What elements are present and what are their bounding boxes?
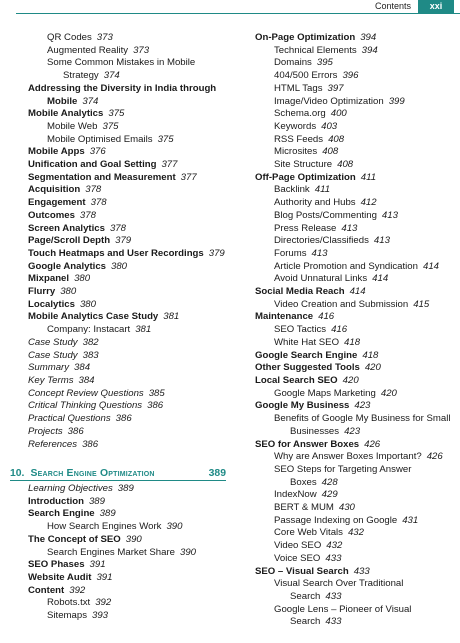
toc-entry — [255, 108, 455, 121]
toc-entry-page: 428 — [321, 476, 338, 488]
toc-entry-page: 433 — [325, 552, 342, 564]
toc-entry — [28, 585, 228, 598]
toc-entry — [28, 426, 228, 439]
toc-entry-title: QR Codes — [47, 32, 92, 43]
toc-entry — [28, 134, 228, 147]
toc-entry — [28, 388, 228, 401]
toc-entry-title: Google Lens – Pioneer of Visual — [274, 603, 412, 615]
chapter-number: 10. — [10, 468, 25, 479]
header-rule — [16, 13, 460, 14]
toc-entry-title: Key Terms — [28, 374, 74, 386]
toc-entry-title: Video SEO — [274, 540, 322, 552]
toc-entry — [255, 426, 455, 439]
toc-entry — [28, 45, 228, 58]
toc-entry — [255, 184, 455, 197]
toc-entry-page: 378 — [85, 184, 102, 196]
toc-entry-page: 389 — [88, 495, 105, 507]
toc-entry — [28, 83, 228, 96]
toc-entry-title: Technical Elements — [274, 44, 357, 56]
toc-entry-page: 386 — [115, 413, 132, 425]
toc-entry-page: 383 — [82, 349, 99, 361]
toc-entry-title: Search Engine — [28, 508, 95, 520]
toc-entry — [28, 324, 228, 337]
toc-entry-title: Schema.org — [274, 108, 326, 120]
toc-entry — [28, 337, 228, 350]
toc-entry-title: Google My Business — [255, 400, 350, 412]
toc-entry-title: Google Search Engine — [255, 349, 358, 361]
toc-entry-page: 376 — [89, 146, 106, 158]
chapter-title: Search Engine Optimization — [30, 468, 155, 479]
toc-entry-title: Core Web Vitals — [274, 527, 343, 539]
toc-entry-page: 414 — [422, 260, 439, 272]
toc-entry — [255, 337, 455, 350]
toc-entry — [255, 223, 455, 236]
toc-entry — [255, 299, 455, 312]
toc-entry-title: Mobile Web — [47, 120, 98, 132]
toc-entry — [28, 286, 228, 299]
toc-entry — [255, 134, 455, 147]
toc-entry-title: Case Study — [28, 349, 78, 361]
toc-entry — [255, 96, 455, 109]
toc-entry-title: IndexNow — [274, 489, 317, 501]
header-label: Contents — [374, 1, 411, 11]
toc-entry-title: Segmentation and Measurement — [28, 171, 176, 183]
toc-entry-title: Site Structure — [274, 159, 333, 171]
toc-entry — [28, 572, 228, 585]
toc-entry-title: Website Audit — [28, 571, 92, 583]
toc-entry — [255, 464, 455, 477]
toc-entry-page: 414 — [372, 273, 389, 285]
toc-entry-page: 412 — [360, 197, 377, 209]
running-header — [0, 0, 460, 14]
toc-entry-title: Engagement — [28, 197, 86, 209]
toc-entry-page: 386 — [67, 425, 84, 437]
toc-entry-page: 432 — [326, 540, 343, 552]
toc-entry-title: Why are Answer Boxes Important? — [274, 451, 422, 463]
toc-entry-page: 414 — [349, 286, 366, 298]
toc-entry-page: 413 — [311, 247, 328, 259]
toc-entry — [255, 121, 455, 134]
toc-entry — [255, 350, 455, 363]
toc-entry-title: Mobile Apps — [28, 146, 85, 158]
toc-entry — [255, 578, 455, 591]
toc-entry-page: 403 — [321, 120, 338, 132]
toc-entry-page: 378 — [109, 222, 126, 234]
toc-entry — [255, 311, 455, 324]
toc-entry-page: 399 — [388, 95, 405, 107]
toc-entry-title: Mobile Analytics — [28, 108, 104, 120]
toc-entry-title: Maintenance — [255, 311, 314, 323]
toc-entry — [255, 70, 455, 83]
toc-entry-title: Press Release — [274, 222, 337, 234]
header-page-number: xxi — [418, 0, 454, 13]
toc-entry-title: Summary — [28, 362, 70, 374]
toc-entry — [28, 350, 228, 363]
toc-entry-page: 413 — [373, 235, 390, 247]
toc-entry — [255, 248, 455, 261]
toc-entry — [255, 400, 455, 413]
toc-entry-title: Authority and Hubs — [274, 197, 356, 209]
toc-entry — [28, 70, 228, 83]
toc-entry-page: 426 — [426, 451, 443, 463]
toc-entry — [255, 375, 455, 388]
toc-entry — [255, 210, 455, 223]
toc-entry — [28, 439, 228, 452]
toc-entry-page: 380 — [79, 298, 96, 310]
toc-entry-title: Mobile Analytics Case Study — [28, 311, 159, 323]
toc-entry-title: Social Media Reach — [255, 286, 345, 298]
toc-entry — [28, 496, 228, 509]
toc-entry — [255, 159, 455, 172]
toc-entry — [28, 235, 228, 248]
toc-entry — [255, 261, 455, 274]
toc-entry — [28, 159, 228, 172]
toc-entry-title: RSS Feeds — [274, 133, 324, 145]
toc-entry — [28, 121, 228, 134]
toc-entry-title: Company: Instacart — [47, 324, 131, 336]
toc-entry-title: Search — [290, 616, 321, 628]
toc-entry-page: 423 — [344, 425, 361, 437]
toc-entry-page: 392 — [95, 597, 112, 609]
toc-entry-title: SEO Steps for Targeting Answer — [274, 463, 412, 475]
toc-entry-page: 380 — [111, 260, 128, 272]
toc-entry-title: Touch Heatmaps and User Recordings — [28, 247, 204, 259]
toc-entry — [28, 311, 228, 324]
toc-entry — [28, 108, 228, 121]
toc-entry — [28, 57, 228, 70]
toc-entry-page: 378 — [79, 209, 96, 221]
toc-entry — [28, 184, 228, 197]
toc-entry — [255, 591, 455, 604]
toc-entry — [255, 388, 455, 401]
toc-entry-title: Forums — [274, 247, 307, 259]
toc-entry-title: Projects — [28, 425, 63, 437]
toc-entry-title: Mixpanel — [28, 273, 70, 285]
toc-entry-page: 373 — [96, 32, 113, 43]
toc-entry-page: 408 — [337, 159, 354, 171]
toc-entry — [28, 362, 228, 375]
toc-entry — [255, 413, 455, 426]
toc-entry — [28, 146, 228, 159]
toc-entry-title: How Search Engines Work — [47, 521, 162, 533]
toc-entry-title: Video Creation and Submission — [274, 298, 409, 310]
toc-entry-page: 377 — [180, 171, 197, 183]
toc-entry-page: 390 — [166, 521, 183, 533]
toc-entry-page: 413 — [381, 209, 398, 221]
toc-entry — [28, 559, 228, 572]
toc-entry — [255, 439, 455, 452]
toc-entry — [28, 413, 228, 426]
toc-entry-page: 391 — [89, 559, 106, 571]
toc-entry-title: Some Common Mistakes in Mobile — [47, 57, 196, 69]
toc-entry-page: 381 — [135, 324, 152, 336]
toc-entry-title: Content — [28, 584, 65, 596]
toc-entry-title: Search Engines Market Share — [47, 546, 175, 558]
toc-entry-title: Avoid Unnatural Links — [274, 273, 368, 285]
toc-entry-title: Businesses — [290, 425, 340, 437]
toc-entry-page: 423 — [354, 400, 371, 412]
toc-entry — [255, 172, 455, 185]
toc-entry — [255, 324, 455, 337]
toc-entry-page: 386 — [82, 438, 99, 450]
toc-entry-page: 396 — [342, 70, 359, 82]
toc-entry — [28, 172, 228, 185]
toc-entry-title: Mobile Optimised Emails — [47, 133, 153, 145]
toc-entry-page: 393 — [92, 610, 109, 622]
toc-entry-title: Directories/Classifieds — [274, 235, 369, 247]
toc-entry-title: Strategy — [63, 70, 99, 82]
toc-entry-title: White Hat SEO — [274, 336, 340, 348]
toc-entry-page: 390 — [125, 533, 142, 545]
toc-entry-title: Augmented Reality — [47, 44, 129, 56]
toc-entry — [28, 248, 228, 261]
toc-entry — [28, 610, 228, 623]
toc-entry-page: 418 — [344, 336, 361, 348]
toc-entry-title: 404/500 Errors — [274, 70, 338, 82]
chapter-page: 389 — [208, 468, 226, 479]
toc-entry-title: Article Promotion and Syndication — [274, 260, 418, 272]
toc-entry-title: Image/Video Optimization — [274, 95, 384, 107]
toc-entry-page: 374 — [82, 95, 99, 107]
toc-entry-title: Backlink — [274, 184, 310, 196]
toc-entry-page: 378 — [90, 197, 107, 209]
toc-entry-page: 384 — [74, 362, 91, 374]
toc-entry — [255, 489, 455, 502]
toc-entry — [28, 483, 228, 496]
toc-entry-page: 430 — [338, 502, 355, 514]
toc-entry-page: 391 — [96, 571, 113, 583]
toc-entry — [28, 400, 228, 413]
toc-entry-title: Screen Analytics — [28, 222, 105, 234]
toc-entry-title: Introduction — [28, 495, 84, 507]
toc-entry-title: Off-Page Optimization — [255, 171, 356, 183]
toc-entry-title: Voice SEO — [274, 552, 321, 564]
toc-entry-title: Blog Posts/Commenting — [274, 209, 377, 221]
toc-entry-page: 373 — [133, 44, 150, 56]
toc-entry-page: 394 — [360, 32, 377, 43]
toc-entry-page: 390 — [179, 546, 196, 558]
toc-entry-title: Other Suggested Tools — [255, 362, 360, 374]
toc-entry — [255, 502, 455, 515]
toc-entry-page: 408 — [322, 146, 339, 158]
toc-entry-page: 416 — [331, 324, 348, 336]
toc-entry-title: Keywords — [274, 120, 317, 132]
toc-entry — [255, 286, 455, 299]
toc-entry-title: Outcomes — [28, 209, 75, 221]
toc-entry-page: 375 — [108, 108, 125, 120]
toc-entry-page: 416 — [318, 311, 335, 323]
toc-entry-page: 389 — [99, 508, 116, 520]
toc-entry-title: SEO Tactics — [274, 324, 327, 336]
toc-entry-title: Learning Objectives — [28, 483, 113, 494]
toc-entry — [255, 540, 455, 553]
toc-entry — [255, 553, 455, 566]
toc-entry-page: 380 — [60, 286, 77, 298]
toc-entry-page: 374 — [103, 70, 120, 82]
toc-entry-page: 379 — [115, 235, 132, 247]
toc-entry-title: Sitemaps — [47, 610, 87, 622]
toc-entry — [28, 521, 228, 534]
toc-entry-page: 433 — [325, 590, 342, 602]
toc-entry — [28, 547, 228, 560]
toc-entry-page: 408 — [328, 133, 345, 145]
toc-entry — [255, 83, 455, 96]
toc-entry-page: 418 — [362, 349, 379, 361]
toc-entry-title: References — [28, 438, 78, 450]
toc-entry-page: 397 — [327, 82, 344, 94]
toc-entry — [255, 451, 455, 464]
toc-entry — [28, 508, 228, 521]
toc-entry — [28, 223, 228, 236]
toc-entry-page: 431 — [402, 514, 419, 526]
toc-entry — [255, 32, 455, 45]
toc-entry — [255, 57, 455, 70]
toc-entry-page: 382 — [82, 336, 99, 348]
toc-right-column — [255, 32, 455, 629]
toc-entry — [28, 534, 228, 547]
toc-entry-title: BERT & MUM — [274, 502, 334, 514]
toc-left-column-top — [28, 32, 228, 451]
toc-entry-page: 385 — [148, 387, 165, 399]
toc-entry-title: Visual Search Over Traditional — [274, 578, 404, 590]
toc-entry-title: On-Page Optimization — [255, 32, 356, 43]
toc-entry — [255, 362, 455, 375]
toc-entry — [255, 616, 455, 629]
toc-entry-title: Flurry — [28, 286, 56, 298]
toc-entry-title: Unification and Goal Setting — [28, 159, 157, 171]
toc-entry-title: Domains — [274, 57, 312, 69]
toc-entry-title: Microsites — [274, 146, 318, 158]
toc-entry-title: Concept Review Questions — [28, 387, 144, 399]
toc-entry-page: 386 — [147, 400, 164, 412]
toc-left-column-bottom — [28, 483, 228, 623]
toc-entry-title: Acquisition — [28, 184, 81, 196]
toc-entry-title: Page/Scroll Depth — [28, 235, 111, 247]
toc-entry — [28, 197, 228, 210]
toc-entry-page: 377 — [161, 159, 178, 171]
toc-entry-page: 432 — [347, 527, 364, 539]
toc-entry-title: Robots.txt — [47, 597, 91, 609]
toc-entry — [28, 32, 228, 45]
toc-entry — [255, 235, 455, 248]
toc-entry — [255, 566, 455, 579]
chapter-heading — [10, 468, 226, 481]
toc-entry-page: 420 — [342, 374, 359, 386]
toc-entry — [255, 527, 455, 540]
toc-entry-page: 400 — [330, 108, 347, 120]
toc-entry-title: Boxes — [290, 476, 317, 488]
toc-entry-title: Mobile — [47, 95, 78, 107]
toc-entry — [255, 146, 455, 159]
toc-entry-page: 433 — [325, 616, 342, 628]
toc-entry — [28, 375, 228, 388]
toc-entry-page: 420 — [364, 362, 381, 374]
toc-entry-page: 411 — [360, 171, 377, 183]
toc-entry-page: 379 — [208, 247, 225, 259]
toc-entry-page: 413 — [341, 222, 358, 234]
toc-entry-title: Practical Questions — [28, 413, 111, 425]
toc-entry-title: SEO – Visual Search — [255, 565, 349, 577]
toc-entry — [28, 597, 228, 610]
toc-entry — [28, 96, 228, 109]
toc-entry — [28, 299, 228, 312]
toc-entry-title: Search — [290, 590, 321, 602]
toc-entry-title: Google Analytics — [28, 260, 107, 272]
toc-entry-title: The Concept of SEO — [28, 533, 121, 545]
toc-entry-page: 389 — [117, 483, 134, 494]
toc-entry-page: 394 — [361, 44, 378, 56]
toc-entry-page: 395 — [316, 57, 333, 69]
toc-entry — [255, 45, 455, 58]
toc-entry-page: 381 — [163, 311, 180, 323]
toc-entry-page: 375 — [157, 133, 174, 145]
toc-entry — [255, 273, 455, 286]
toc-entry-page: 384 — [78, 374, 95, 386]
toc-entry — [28, 261, 228, 274]
toc-entry-page: 426 — [364, 438, 381, 450]
toc-entry — [255, 515, 455, 528]
toc-entry-page: 411 — [314, 184, 331, 196]
toc-entry-page: 380 — [74, 273, 91, 285]
toc-entry-title: SEO for Answer Boxes — [255, 438, 360, 450]
toc-entry-title: Critical Thinking Questions — [28, 400, 143, 412]
toc-entry-page: 415 — [413, 298, 430, 310]
toc-entry-title: Local Search SEO — [255, 374, 338, 386]
toc-entry-page: 392 — [69, 584, 86, 596]
toc-entry-page: 420 — [380, 387, 397, 399]
toc-entry-title: Case Study — [28, 336, 78, 348]
toc-entry-title: Google Maps Marketing — [274, 387, 376, 399]
toc-entry — [255, 604, 455, 617]
toc-entry-title: SEO Phases — [28, 559, 85, 571]
toc-entry — [255, 477, 455, 490]
toc-entry-title: Localytics — [28, 298, 75, 310]
toc-entry-page: 429 — [321, 489, 338, 501]
toc-entry-title: HTML Tags — [274, 82, 323, 94]
toc-entry-page: 375 — [102, 120, 119, 132]
toc-entry-page: 433 — [353, 565, 370, 577]
toc-entry — [28, 273, 228, 286]
toc-entry-title: Benefits of Google My Business for Small — [274, 413, 451, 425]
toc-entry — [28, 210, 228, 223]
toc-entry-title: Addressing the Diversity in India through — [28, 82, 217, 94]
toc-entry — [255, 197, 455, 210]
toc-entry-title: Passage Indexing on Google — [274, 514, 398, 526]
